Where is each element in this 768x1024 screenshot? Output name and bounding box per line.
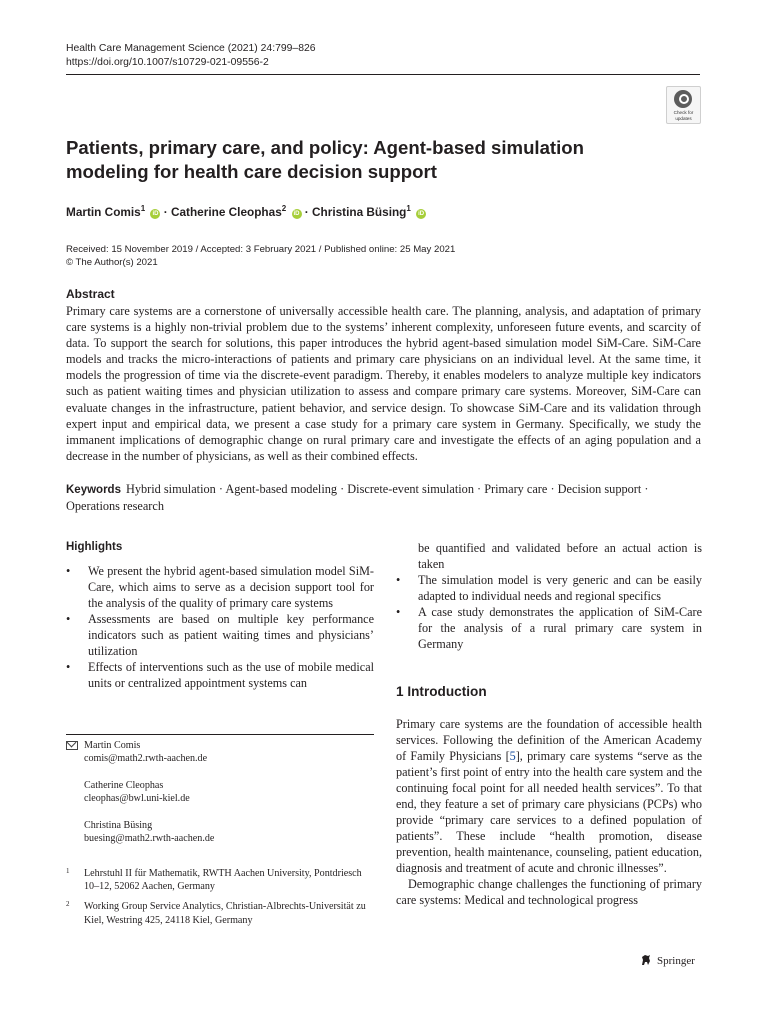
- publisher-name: Springer: [657, 955, 695, 967]
- contact-name: Christina Büsing: [84, 820, 153, 831]
- introduction-body: [396, 716, 702, 908]
- abstract-text: Primary care systems are a cornerstone of universally accessible health care. The planning, analysis, and adaptation of primary care systems is a highly non-trivial problem due to the systems’ inherent complexity, unforeseen future events, and scarcity of data. To support the search for solutions, this paper introduces the hybrid agent-based simulation model SiM-Care. SiM-Care models and tracks the micro-interactions of patients and primary care physicians on an individual level. At the same time, it models the progression of time via the discrete-event paradigm. Thereby, it enables modelers to analyze multiple key indicators such as patient waiting times and physician utilization to assess and compare primary care systems. Moreover, SiM-Care can evaluate changes in the infrastructure, patient behavior, and service design. To showcase SiM-Care and its validation through expert input and empirical data, we present a case study for a primary care system in Germany. Specifically, we study the immanent implications of demographic change on rural primary care and investigate the effects of an aging population and a decrease in the number of physicians, as well as their combined effects.: [66, 304, 701, 463]
- highlights-heading: Highlights: [66, 541, 123, 553]
- contact-email[interactable]: cleophas@bwl.uni-kiel.de: [84, 793, 190, 805]
- author-affiliation-mark: 1: [406, 204, 411, 213]
- bullet: •: [66, 612, 71, 626]
- journal-citation: Health Care Management Science (2021) 24:799–826: [66, 43, 316, 54]
- list-item: • Effects of interventions such as the use of mobile medical units or centralized appointment systems can: [66, 660, 374, 690]
- check-for-updates-button[interactable]: [666, 86, 701, 124]
- list-item: • Assessments are based on multiple key performance indicators such as patient waiting times and physicians’ utilization: [66, 612, 374, 658]
- section-heading-introduction: 1 Introduction: [396, 684, 487, 699]
- contact-email[interactable]: buesing@math2.rwth-aachen.de: [84, 833, 215, 845]
- badge-label-line1: Check for: [673, 110, 694, 115]
- keywords: [66, 481, 701, 514]
- affiliation-number: 1: [66, 867, 70, 875]
- author-affiliation-mark: 2: [281, 204, 287, 213]
- publisher-logo: [640, 954, 695, 967]
- author-affiliation-mark: 1: [140, 204, 146, 213]
- orcid-icon[interactable]: iD: [293, 210, 300, 217]
- contact-name: Catherine Cleophas: [84, 780, 164, 791]
- header-rule: [66, 74, 700, 75]
- badge-label-line2: updates: [675, 115, 692, 121]
- list-item: • The simulation model is very generic and can be easily adapted to individual needs and regional specifics: [396, 573, 702, 603]
- affiliation-number: 2: [66, 900, 70, 909]
- doi-link[interactable]: https://doi.org/10.1007/s10729-021-09556-2: [66, 57, 269, 68]
- author-name[interactable]: Catherine Cleophas: [170, 204, 282, 219]
- affiliation: 1 Lehrstuhl II für Mathematik, RWTH Aachen University, Pontdriesch 10–12, 52062 Aachen, Germany: [66, 867, 362, 893]
- contact: [84, 779, 190, 805]
- publication-history: Received: 15 November 2019 / Accepted: 3 February 2021 / Published online: 25 May 2021: [66, 244, 456, 255]
- author-name[interactable]: Christina Büsing: [312, 204, 407, 219]
- contact: [84, 739, 207, 765]
- orcid-icon[interactable]: iD: [418, 210, 425, 217]
- paragraph: Demographic change challenges the functioning of primary care systems: Medical and technological progress: [396, 877, 702, 907]
- highlights-list-left: [66, 563, 374, 691]
- check-updates-icon: [674, 90, 692, 108]
- publication-dates: [66, 244, 455, 269]
- list-item: • We present the hybrid agent-based simulation model SiM-Care, which aims to serve as a decision support tool for the analysis of the quality of primary care systems: [66, 564, 374, 610]
- footnote-rule: [66, 734, 374, 735]
- contact-email[interactable]: comis@math2.rwth-aachen.de: [84, 753, 208, 765]
- orcid-icon[interactable]: iD: [152, 210, 159, 217]
- citation-link[interactable]: 5: [509, 749, 516, 763]
- affiliations: [66, 867, 374, 934]
- contact: [84, 819, 214, 845]
- keywords-heading: Keywords: [66, 484, 121, 496]
- springer-horse-icon: [640, 954, 652, 966]
- copyright-notice: © The Author(s) 2021: [66, 256, 158, 268]
- abstract-heading: Abstract: [66, 287, 115, 301]
- highlights-list-right: [396, 540, 702, 652]
- bullet: •: [396, 605, 401, 619]
- affiliation: 2 Working Group Service Analytics, Christian-Albrechts-Universität zu Kiel, Westring 425, 24118 Kiel, Germany: [66, 900, 366, 926]
- paragraph: Primary care systems are the foundation of accessible health services. Following the definition of the American Academy of Family Physicians [5], primary care systems “serve as the patient’s first point of entry into the health care system and the continuing focal point for all needed health services”. To that end, they feature a set of primary care physicians (PCPs) who provide “primary care services to a defined population of patients”. These include “health promotion, disease prevention, health maintenance, counseling, patient education, diagnosis and treatment of acute and chronic illnesses”.: [396, 717, 702, 875]
- bullet: •: [66, 564, 71, 578]
- journal-header: [66, 42, 316, 70]
- list-item-continuation: be quantified and validated before an actual action is taken: [418, 541, 702, 571]
- contact-name: Martin Comis: [84, 740, 141, 751]
- bullet: •: [396, 573, 401, 587]
- keywords-text: Hybrid simulation · Agent-based modeling · Discrete-event simulation · Primary care · Decision support · Operations research: [66, 482, 649, 514]
- paper-title: Patients, primary care, and policy: Agent-based simulation modeling for health care decision support: [66, 137, 585, 182]
- author-name[interactable]: Martin Comis: [66, 204, 141, 219]
- bullet: •: [66, 660, 71, 674]
- author-list: Martin Comis$^1$ iD · Catherine Cleophas$^2$ iD · Christina Büsing$^1$ iD: [66, 204, 425, 219]
- envelope-icon: [66, 741, 78, 750]
- list-item: • A case study demonstrates the application of SiM-Care for the analysis of a rural primary care system in Germany: [396, 605, 702, 651]
